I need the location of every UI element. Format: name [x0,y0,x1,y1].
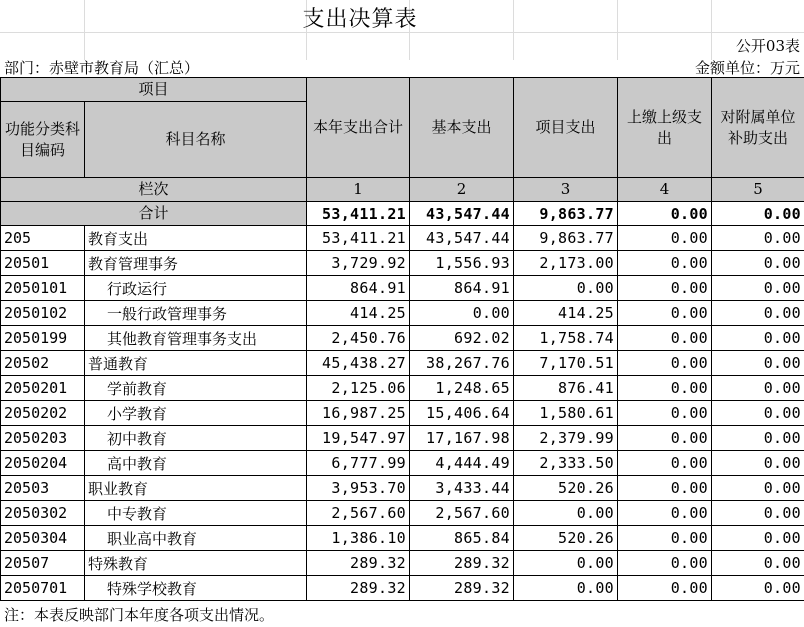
row-name: 学前教育 [85,376,307,401]
row-value: 0.00 [514,576,618,601]
row-value: 289.32 [410,551,514,576]
row-value: 2,567.60 [410,501,514,526]
row-code: 2050204 [1,451,85,476]
row-value: 1,386.10 [307,526,410,551]
header-column-order: 栏次 [1,178,307,202]
form-number: 公开03表 [735,37,800,55]
row-value: 0.00 [618,401,712,426]
col-number: 2 [410,178,514,202]
row-value: 9,863.77 [514,226,618,251]
table-row [1,576,804,601]
table-row [1,401,804,426]
row-value: 0.00 [712,401,804,426]
row-value: 43,547.44 [410,226,514,251]
row-name: 教育管理事务 [85,251,307,276]
row-code: 205 [1,226,85,251]
table-row [1,326,804,351]
table-row [1,451,804,476]
department-label: 部门：赤壁市教育局（汇总） [4,59,200,77]
row-value: 19,547.97 [307,426,410,451]
row-value: 2,567.60 [307,501,410,526]
unit-label: 金额单位：万元 [694,59,800,77]
table-row [1,501,804,526]
row-name: 职业教育 [85,476,307,501]
row-value: 289.32 [307,576,410,601]
expenditure-table [0,77,804,601]
row-value: 1,556.93 [410,251,514,276]
row-value: 0.00 [618,576,712,601]
row-value: 2,379.99 [514,426,618,451]
row-code: 2050102 [1,301,85,326]
header-project-exp: 项目支出 [514,78,618,178]
row-value: 0.00 [712,326,804,351]
header-func-code: 功能分类科目编码 [1,102,85,178]
row-value: 414.25 [307,301,410,326]
row-value: 0.00 [712,451,804,476]
table-row [1,226,804,251]
row-value: 1,580.61 [514,401,618,426]
row-code: 20507 [1,551,85,576]
row-value: 876.41 [514,376,618,401]
row-code: 2050201 [1,376,85,401]
row-value: 0.00 [618,351,712,376]
row-value: 0.00 [618,426,712,451]
row-code: 2050302 [1,501,85,526]
table-row [1,351,804,376]
row-value: 0.00 [618,251,712,276]
row-value: 864.91 [410,276,514,301]
row-value: 3,953.70 [307,476,410,501]
row-value: 2,333.50 [514,451,618,476]
row-value: 0.00 [514,551,618,576]
row-value: 0.00 [618,276,712,301]
table-row [1,551,804,576]
row-value: 6,777.99 [307,451,410,476]
row-value: 7,170.51 [514,351,618,376]
row-value: 0.00 [514,501,618,526]
header-total: 本年支出合计 [307,78,410,178]
row-value: 0.00 [618,451,712,476]
row-value: 0.00 [712,301,804,326]
row-code: 2050101 [1,276,85,301]
header-upper: 上缴上级支出 [618,78,712,178]
row-value: 0.00 [618,476,712,501]
row-value: 15,406.64 [410,401,514,426]
row-value: 289.32 [410,576,514,601]
row-value: 0.00 [618,501,712,526]
row-name: 其他教育管理事务支出 [85,326,307,351]
total-label: 合计 [1,202,307,226]
row-value: 0.00 [712,426,804,451]
row-value: 2,450.76 [307,326,410,351]
row-name: 中专教育 [85,501,307,526]
row-value: 0.00 [712,501,804,526]
row-value: 0.00 [712,526,804,551]
row-value: 865.84 [410,526,514,551]
row-name: 教育支出 [85,226,307,251]
row-value: 0.00 [410,301,514,326]
row-value: 0.00 [712,551,804,576]
row-value: 289.32 [307,551,410,576]
table-row [1,526,804,551]
row-code: 2050304 [1,526,85,551]
total-value: 9,863.77 [514,202,618,226]
header-project: 项目 [1,78,307,102]
table-row [1,476,804,501]
total-value: 53,411.21 [307,202,410,226]
row-value: 0.00 [618,226,712,251]
row-value: 0.00 [712,376,804,401]
row-value: 0.00 [618,326,712,351]
row-value: 1,758.74 [514,326,618,351]
row-value: 0.00 [712,276,804,301]
row-value: 520.26 [514,526,618,551]
row-name: 特殊教育 [85,551,307,576]
total-value: 0.00 [712,202,804,226]
row-name: 行政运行 [85,276,307,301]
row-name: 高中教育 [85,451,307,476]
row-value: 0.00 [712,476,804,501]
row-value: 4,444.49 [410,451,514,476]
row-code: 2050701 [1,576,85,601]
row-code: 2050199 [1,326,85,351]
row-code: 20501 [1,251,85,276]
row-value: 0.00 [712,251,804,276]
row-code: 2050202 [1,401,85,426]
row-value: 0.00 [712,351,804,376]
row-value: 0.00 [712,226,804,251]
row-name: 普通教育 [85,351,307,376]
row-value: 16,987.25 [307,401,410,426]
col-number: 1 [307,178,410,202]
row-value: 3,433.44 [410,476,514,501]
row-value: 17,167.98 [410,426,514,451]
row-value: 45,438.27 [307,351,410,376]
row-code: 20502 [1,351,85,376]
row-name: 一般行政管理事务 [85,301,307,326]
row-code: 2050203 [1,426,85,451]
row-value: 0.00 [618,301,712,326]
row-value: 864.91 [307,276,410,301]
row-name: 职业高中教育 [85,526,307,551]
row-value: 0.00 [514,276,618,301]
header-subsidy: 对附属单位补助支出 [712,78,804,178]
row-code: 20503 [1,476,85,501]
table-row [1,251,804,276]
row-value: 53,411.21 [307,226,410,251]
col-number: 3 [514,178,618,202]
col-number: 4 [618,178,712,202]
row-value: 1,248.65 [410,376,514,401]
col-number: 5 [712,178,804,202]
table-row [1,276,804,301]
header-subject-name: 科目名称 [85,102,307,178]
row-value: 3,729.92 [307,251,410,276]
row-value: 692.02 [410,326,514,351]
table-row [1,301,804,326]
page-title: 支出决算表 [302,7,418,32]
row-value: 2,173.00 [514,251,618,276]
row-value: 0.00 [712,576,804,601]
header-basic: 基本支出 [410,78,514,178]
row-name: 初中教育 [85,426,307,451]
table-row [1,426,804,451]
row-value: 520.26 [514,476,618,501]
row-value: 414.25 [514,301,618,326]
total-value: 0.00 [618,202,712,226]
row-value: 38,267.76 [410,351,514,376]
row-value: 0.00 [618,551,712,576]
total-row [1,202,804,226]
footnote: 注：本表反映部门本年度各项支出情况。 [4,606,275,624]
row-name: 小学教育 [85,401,307,426]
row-name: 特殊学校教育 [85,576,307,601]
row-value: 2,125.06 [307,376,410,401]
row-value: 0.00 [618,526,712,551]
table-row [1,376,804,401]
row-value: 0.00 [618,376,712,401]
total-value: 43,547.44 [410,202,514,226]
